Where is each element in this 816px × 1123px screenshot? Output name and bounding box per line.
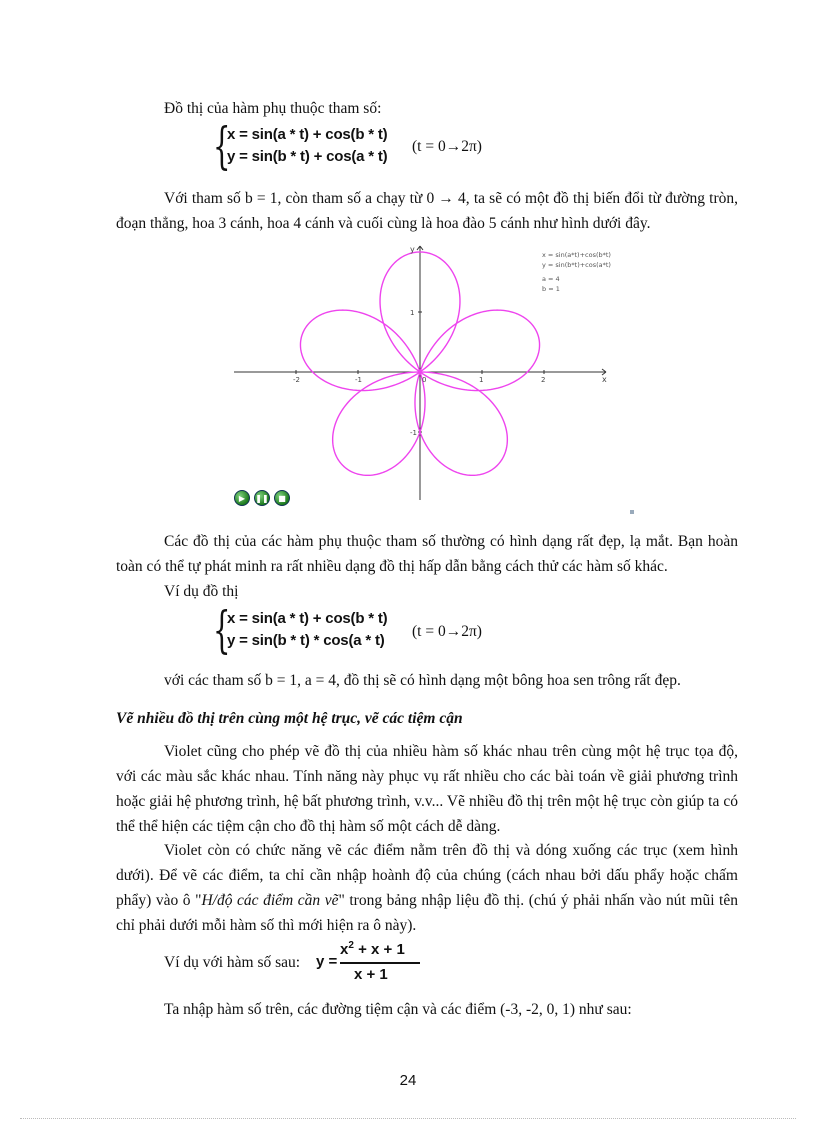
y-tick-label: -1 <box>410 429 417 437</box>
legend-entry: a = 4 <box>542 275 560 283</box>
x-tick-label: 1 <box>479 376 484 384</box>
page-border <box>20 1118 796 1119</box>
intro-text: Đồ thị của hàm phụ thuộc tham số: <box>164 100 382 117</box>
paragraph <box>116 838 738 938</box>
x-axis-label: x <box>602 375 607 384</box>
field-name-text: H/độ các điểm cần vẽ <box>201 892 339 909</box>
paragraph: Các đồ thị của các hàm phụ thuộc tham số thường có hình dạng rất đẹp, lạ mắt. Bạn hoàn toàn có thể tự phát minh ra rất nhiều dạng đồ thị hấp dẫn bằng cách thử các hàm số khác. <box>116 533 738 575</box>
legend-entry: b = 1 <box>542 285 560 293</box>
example-text: Ví dụ với hàm số sau: <box>164 954 301 971</box>
fraction-numerator <box>340 940 405 958</box>
equation-y: y = sin(b * t) + cos(a * t) <box>227 148 388 165</box>
play-icon[interactable]: ▶ <box>234 490 250 506</box>
legend-entry: y = sin(b*t)+cos(a*t) <box>542 261 611 269</box>
paragraph-text: " trong bảng nhập liệu đồ thị. (chú ý phải nhấn vào nút mũi tên chỉ phải dưới mỗi hàm số thì mới hiện ra ô này). <box>116 892 738 934</box>
paragraph-text: Violet còn có chức năng vẽ các điểm nằm trên đồ thị và dóng xuống các trục (xem hình dưới). Để vẽ các điểm, ta chỉ cần nhập hoành độ của chúng (cách nhau bởi dấu phẩy hoặc chấm phẩy) vào ô " <box>116 842 738 909</box>
animation-controls <box>234 490 290 506</box>
brace-icon: { <box>213 601 231 659</box>
t-range: (t = 0→2π) <box>412 138 482 155</box>
x-tick-label: -1 <box>355 376 362 384</box>
equation-x: x = sin(a * t) + cos(b * t) <box>227 610 388 627</box>
chart-legend <box>542 250 611 294</box>
equation-x: x = sin(a * t) + cos(b * t) <box>227 126 388 143</box>
numerator-rest: + x + 1 <box>353 941 405 958</box>
equation-y: y = sin(b * t) * cos(a * t) <box>227 632 385 649</box>
t-range: (t = 0→2π) <box>412 623 482 640</box>
paragraph: Ví dụ đồ thị <box>164 583 239 600</box>
paragraph: với các tham số b = 1, a = 4, đồ thị sẽ có hình dạng một bông hoa sen trông rất đẹp. <box>164 672 681 689</box>
x-tick-label: -2 <box>293 376 300 384</box>
paragraph: Ta nhập hàm số trên, các đường tiệm cận và các điểm (-3, -2, 0, 1) như sau: <box>164 1001 632 1018</box>
paragraph: Với tham số b = 1, còn tham số a chạy từ 0 → 4, ta sẽ có một đồ thị biến đổi từ đường tròn, đoạn thẳng, hoa 3 cánh, hoa 4 cánh và cuối cùng là hoa đào 5 cánh như hình dưới đây. <box>116 190 738 232</box>
brace-icon: { <box>213 117 231 175</box>
legend-entry: x = sin(a*t)+cos(b*t) <box>542 251 611 259</box>
numerator-exponent: 2 <box>348 940 354 951</box>
y-tick-label: 1 <box>410 309 415 317</box>
resize-handle[interactable] <box>630 510 634 514</box>
stop-icon[interactable]: ■ <box>274 490 290 506</box>
pause-icon[interactable]: ❚❚ <box>254 490 270 506</box>
x-tick-label: 2 <box>541 376 546 384</box>
function-formula <box>316 940 426 986</box>
formula-lhs: y = <box>316 953 338 970</box>
graph-figure <box>226 242 634 514</box>
fraction-bar <box>340 962 420 964</box>
numerator-base: x <box>340 941 349 958</box>
paragraph: Violet cũng cho phép vẽ đồ thị của nhiều hàm số khác nhau trên cùng một hệ trục tọa độ, với các màu sắc khác nhau. Tính năng này phục vụ rất nhiều cho các bài toán về giải phương trình hoặc giải hệ phương trình, hệ bất phương trình, v.v... Vẽ nhiều đồ thị trên một hệ trục còn giúp ta có thể thể hiện các tiệm cận cho đồ thị hàm số một cách dễ dàng. <box>116 743 738 835</box>
page-number: 24 <box>399 1072 417 1089</box>
fraction-denominator: x + 1 <box>354 966 388 983</box>
section-heading: Vẽ nhiều đồ thị trên cùng một hệ trục, vẽ các tiệm cận <box>116 710 463 727</box>
y-axis-label: y <box>410 245 415 254</box>
x-tick-label: 0 <box>422 376 427 384</box>
